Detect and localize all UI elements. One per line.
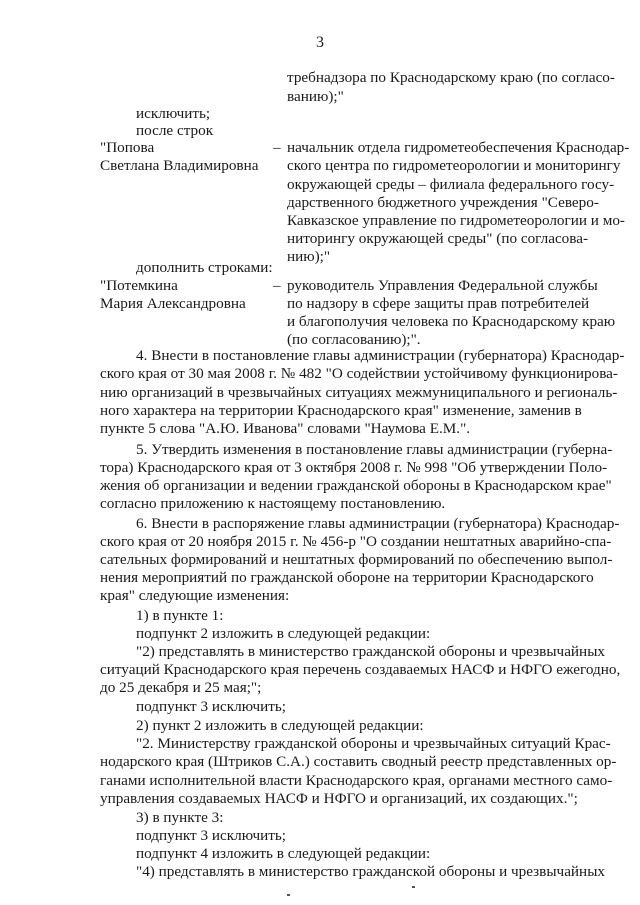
entry-name: "Потемкина [100,277,178,294]
entry-desc-line: Кавказское управление по гидрометеорологии и мо- [287,212,625,229]
text-line: ванию);" [287,88,344,105]
item-3: 3) в пункте 3: [136,809,224,826]
entry-desc-line: дарственного бюджетного учреждения "Северо- [287,194,599,211]
entry-desc-line: окружающей среды – филиала федерального госу- [287,176,615,193]
item-3-sub: подпункт 4 изложить в следующей редакции: [136,845,431,862]
entry-desc-line: (по согласованию);". [287,331,421,348]
entry-desc-line: начальник отдела гидрометеобеспечения Краснодар- [287,139,630,156]
item-1-exclude: подпункт 3 исключить; [136,698,287,715]
entry-dash: – [273,277,281,294]
item-2-quote-line: ганами исполнительной власти Краснодарского края, органами местного само- [100,772,613,789]
item-1-quote-line: "2) представлять в министерство гражданской обороны и чрезвычайных [136,643,605,660]
paragraph-6-line: сательных формирований и нештатных формирований по обеспечению выпол- [100,551,613,568]
entry-desc-line: и благополучия человека по Краснодарскому краю [287,313,616,330]
item-3-quote-line: "4) представлять в министерство гражданской обороны и чрезвычайных [136,863,605,880]
item-1-quote-line: до 25 декабря и 25 мая;"; [100,679,262,696]
entry-desc-line: по надзору в сфере защиты прав потребителей [287,295,590,312]
entry-name: "Попова [100,139,155,156]
instruction-add: дополнить строками: [136,259,273,276]
paragraph-4-line: пункте 5 слова "А.Ю. Иванова" словами "Наумова Е.М.". [100,420,471,437]
instruction-exclude: исключить; [136,105,211,122]
entry-name: Мария Александровна [100,295,246,312]
paragraph-6-line: 6. Внести в распоряжение главы администрации (губернатора) Краснодар- [136,515,620,532]
paragraph-5-line: 5. Утвердить изменения в постановление главы администрации (губерна- [136,441,613,458]
paragraph-5-line: согласно приложению к настоящему постановлению. [100,495,446,512]
item-2-quote-line: управления создаваемых НАСФ и НФГО и организаций, их создающих."; [100,790,578,807]
item-2: 2) пункт 2 изложить в следующей редакции: [136,717,424,734]
paragraph-5-line: жения об организации и ведении гражданской обороны в Краснодарском крае" [100,477,612,494]
entry-desc-line: руководитель Управления Федеральной службы [287,277,598,294]
paragraph-6-line: нения мероприятий по гражданской обороне на территории Краснодарского [100,569,594,586]
paragraph-5-line: тора) Краснодарского края от 3 октября 2008 г. № 998 "Об утверждении Поло- [100,459,608,476]
entry-name: Светлана Владимировна [100,157,259,174]
paragraph-4-line: ного характера на территории Краснодарского края" изменение, заменив в [100,402,582,419]
item-1: 1) в пункте 1: [136,607,224,624]
page-number: 3 [316,34,324,51]
item-2-quote-line: нодарского края (Штриков С.А.) составить сводный реестр представленных ор- [100,753,617,770]
text-line: требнадзора по Краснодарскому краю (по согласо- [287,69,615,86]
entry-dash: – [273,139,281,156]
entry-desc-line: нию);" [287,248,331,265]
scan-speck [412,886,415,888]
paragraph-4-line: ского края от 30 мая 2008 г. № 482 "О содействии устойчивому функционирова- [100,365,618,382]
item-3-exclude: подпункт 3 исключить; [136,827,287,844]
scan-speck [287,894,290,896]
item-1-sub: подпункт 2 изложить в следующей редакции: [136,625,431,642]
item-1-quote-line: ситуаций Краснодарского края перечень создаваемых НАСФ и НФГО ежегодно, [100,661,621,678]
paragraph-4-line: 4. Внести в постановление главы администрации (губернатора) Краснодар- [136,347,625,364]
item-2-quote-line: "2. Министерству гражданской обороны и чрезвычайных ситуаций Крас- [136,735,611,752]
paragraph-4-line: нию организаций в чрезвычайных ситуациях межмуниципального и региональ- [100,384,618,401]
entry-desc-line: ниторингу окружающей среды" (по согласова- [287,230,589,247]
entry-desc-line: ского центра по гидрометеорологии и мониторингу [287,157,621,174]
paragraph-6-line: края" следующие изменения: [100,587,290,604]
instruction-after: после строк [136,122,214,139]
paragraph-6-line: ского края от 20 ноября 2015 г. № 456-р "О создании нештатных аварийно-спа- [100,533,612,550]
